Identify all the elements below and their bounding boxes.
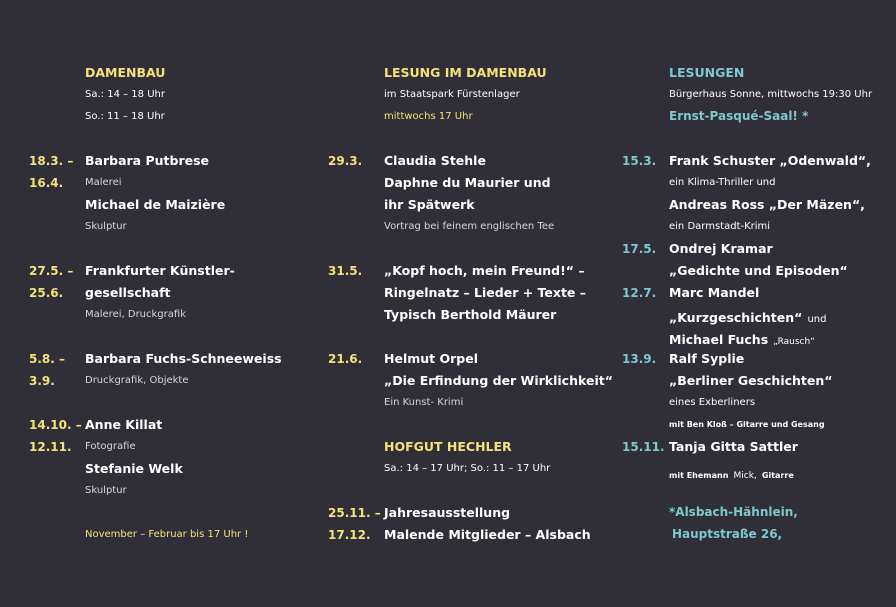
event-date: 29.3. [328, 154, 363, 168]
author-name: Michael Fuchs [669, 332, 769, 347]
artist-medium: Skulptur [85, 221, 127, 232]
event-title: Ringelnatz – Lieder + Texte – [384, 285, 587, 300]
date-start: 27.5. – [29, 264, 74, 278]
event-title: „Kopf hoch, mein Freund!“ – [384, 263, 585, 278]
hall-name: Ernst-Pasqué-Saal! * [669, 109, 809, 123]
work-line [669, 329, 815, 348]
author-title: Andreas Ross „Der Mäzen“, [669, 197, 865, 212]
artist-medium: Fotografie [85, 441, 136, 452]
genre-note: ein Darmstadt-Krimi [669, 221, 771, 232]
event-description: Ein Kunst- Krimi [384, 397, 464, 408]
music-note: mit Ben Kloß – Gitarre und Gesang [669, 420, 825, 429]
venue-line: Bürgerhaus Sonne, mittwochs 19:30 Uhr [669, 89, 873, 100]
hofgut-hours: Sa.: 14 – 17 Uhr; So.: 11 – 17 Uhr [384, 463, 551, 474]
exhibition-subtitle: Malende Mitglieder – Alsbach [384, 527, 591, 542]
event-date: 13.9. [622, 352, 657, 366]
author-name: Tanja Gitta Sattler [669, 439, 798, 454]
date-end: 25.6. [29, 286, 64, 300]
event-date: 15.11. [622, 440, 665, 454]
instrument: Gitarre [761, 471, 794, 480]
artist-name: Barbara Fuchs-Schneeweiss [85, 351, 282, 366]
artist-name: Stefanie Welk [85, 461, 183, 476]
date-start: 25.11. – [328, 506, 381, 520]
date-start: 18.3. – [29, 154, 74, 168]
hours-sunday: So.: 11 – 18 Uhr [85, 111, 165, 122]
event-date: 21.6. [328, 352, 363, 366]
musician-name: Mick, [733, 471, 757, 481]
author-name: Ralf Syplie [669, 351, 745, 366]
section-title-lesungen: LESUNGEN [669, 65, 745, 80]
date-end: 12.11. [29, 440, 72, 454]
venue-line: im Staatspark Fürstenlager [384, 89, 520, 100]
date-end: 17.12. [328, 528, 371, 542]
conjunction: und [807, 314, 827, 325]
work-title: „Berliner Geschichten“ [669, 373, 833, 388]
work-title: „Rausch“ [773, 337, 815, 347]
artist-name: Michael de Maizière [85, 197, 226, 212]
event-title: ihr Spätwerk [384, 197, 475, 212]
exhibition-title: Jahresausstellung [384, 505, 511, 520]
artist-name: Barbara Putbrese [85, 153, 210, 168]
event-date: 12.7. [622, 286, 657, 300]
artist-name: Frankfurter Künstler- [85, 263, 235, 278]
event-description: Vortrag bei feinem englischen Tee [384, 221, 555, 232]
music-note-prefix: mit Ehemann [669, 471, 729, 480]
event-date: 15.3. [622, 154, 657, 168]
artist-medium: Malerei [85, 177, 122, 188]
date-end: 16.4. [29, 176, 64, 190]
work-title: „Gedichte und Episoden“ [669, 263, 848, 278]
artist-medium: Druckgrafik, Objekte [85, 375, 189, 386]
artist-medium: Malerei, Druckgrafik [85, 309, 186, 320]
hours-saturday: Sa.: 14 – 18 Uhr [85, 89, 165, 100]
author-title: Frank Schuster „Odenwald“, [669, 153, 871, 168]
event-title: Daphne du Maurier und [384, 175, 551, 190]
music-note [669, 463, 794, 482]
artist-name: gesellschaft [85, 285, 171, 300]
artist-medium: Skulptur [85, 485, 127, 496]
speaker-name: Helmut Orpel [384, 351, 478, 366]
author-name: Ondrej Kramar [669, 241, 773, 256]
artist-name: Anne Killat [85, 417, 163, 432]
winter-hours-note: November – Februar bis 17 Uhr ! [85, 529, 249, 540]
work-line [669, 307, 826, 326]
section-title-damenbau: DAMENBAU [85, 65, 166, 80]
section-title-hofgut: HOFGUT HECHLER [384, 439, 512, 454]
date-end: 3.9. [29, 374, 55, 388]
event-title: „Die Erfindung der Wirklichkeit“ [384, 373, 613, 388]
time-line: mittwochs 17 Uhr [384, 111, 473, 122]
date-start: 5.8. – [29, 352, 65, 366]
section-title-lesung: LESUNG IM DAMENBAU [384, 65, 547, 80]
author-note: eines Exberliners [669, 397, 756, 408]
address-line: *Alsbach-Hähnlein, [669, 505, 798, 519]
event-date: 31.5. [328, 264, 363, 278]
address-line: Hauptstraße 26, [672, 527, 783, 541]
event-title: Typisch Berthold Mäurer [384, 307, 557, 322]
speaker-name: Claudia Stehle [384, 153, 486, 168]
work-title: „Kurzgeschichten“ [669, 310, 803, 325]
event-date: 17.5. [622, 242, 657, 256]
author-name: Marc Mandel [669, 285, 760, 300]
date-start: 14.10. – [29, 418, 82, 432]
genre-note: ein Klima-Thriller und [669, 177, 776, 188]
